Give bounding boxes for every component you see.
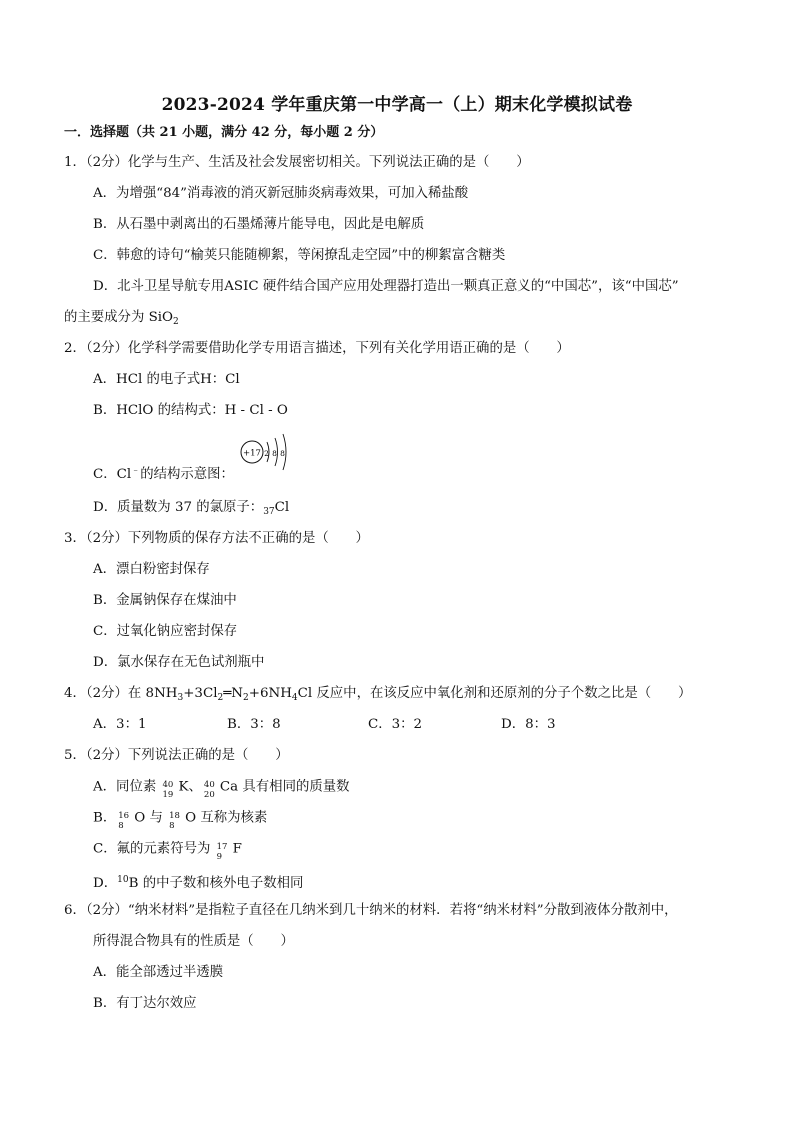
- nucleus-charge: +17: [243, 448, 261, 459]
- question-3-option-a: A．漂白粉密封保存: [93, 562, 210, 577]
- question-2-option-b: B．HClO 的结构式：H - Cl - O: [93, 403, 288, 418]
- question-4-option-d: D．8：3: [501, 717, 556, 732]
- shell-count-1: 2: [264, 449, 269, 458]
- question-6-option-b: B．有丁达尔效应: [93, 996, 197, 1011]
- question-4-option-c: C．3：2: [368, 717, 423, 732]
- question-5-option-a: A．同位素 40 19 K、 40 20 Ca 具有相同的质量数: [93, 779, 350, 800]
- question-4-option-b: B．3：8: [227, 717, 281, 732]
- question-3-stem: 3．（2分）下列物质的保存方法不正确的是（ ）: [64, 531, 369, 546]
- question-6-stem-continued: 所得混合物具有的性质是（ ）: [93, 934, 294, 949]
- shell-count-3: 8: [280, 449, 285, 458]
- nuclide-f: 17 9: [216, 842, 228, 862]
- question-3-option-b: B．金属钠保存在煤油中: [93, 593, 237, 608]
- question-2-stem: 2．（2分）化学科学需要借助化学专用语言描述，下列有关化学用语正确的是（ ）: [64, 341, 570, 356]
- section-heading: 一．选择题（共 21 小题，满分 42 分，每小题 2 分）: [64, 125, 384, 140]
- question-6-stem: 6．（2分）“纳米材料”是指粒子直径在几纳米到几十纳米的材料．若将“纳米材料”分散到液体分散剂中，: [64, 903, 678, 918]
- question-3-option-c: C．过氧化钠应密封保存: [93, 624, 238, 639]
- shell-count-2: 8: [272, 449, 277, 458]
- question-5-option-b: B． 16 8 O 与 18 8 O 互称为核素: [93, 810, 268, 831]
- nuclide-o16: 16 8: [118, 811, 130, 831]
- question-2-option-d: D．质量数为 37 的氯原子：$_{37}$Cl: [93, 500, 290, 517]
- question-5-option-c: C．氟的元素符号为 17 9 F: [93, 841, 242, 862]
- question-3-option-d: D．氯水保存在无色试剂瓶中: [93, 655, 265, 670]
- question-1-option-b: B．从石墨中剥离出的石墨烯薄片能导电，因此是电解质: [93, 217, 425, 232]
- question-2-option-c: C．Cl﹣的结构示意图：: [93, 466, 234, 482]
- chloride-ion-structure-diagram: [238, 432, 298, 472]
- nuclide-k: 40 19: [162, 780, 174, 800]
- question-6-option-a: A．能全部透过半透膜: [93, 965, 224, 980]
- exam-title: 2023-2024 学年重庆第一中学高一（上）期末化学模拟试卷: [161, 95, 633, 115]
- question-5-stem: 5．（2分）下列说法正确的是（ ）: [64, 748, 289, 763]
- nuclide-o18: 18 8: [169, 811, 180, 831]
- question-2-option-a: A．HCl 的电子式H：Cl: [93, 372, 240, 387]
- question-4-option-a: A．3：1: [93, 717, 147, 732]
- question-1-option-a: A．为增强“84”消毒液的消灭新冠肺炎病毒效果，可加入稀盐酸: [93, 186, 469, 201]
- nuclide-ca: 40 20: [203, 780, 215, 800]
- question-1-option-d-continued: 的主要成分为 SiO$_2$: [64, 310, 179, 327]
- question-1-option-d: D．北斗卫星导航专用ASIC 硬件结合国产应用处理器打造出一颗真正意义的“中国芯”，该“中国芯”: [93, 279, 679, 294]
- question-5-option-d: D．$^{10}$B 的中子数和核外电子数相同: [93, 875, 304, 891]
- question-1-option-c: C．韩愈的诗句“榆荚只能随柳絮，等闲撩乱走空园”中的柳絮富含糖类: [93, 248, 506, 263]
- question-4-stem: 4．（2分）在 $8NH_3+3Cl_2═N_2+6NH_4Cl$ 反应中，在该反应中氧化剂和还原剂的分子个数之比是（ ）: [64, 686, 692, 703]
- question-1-stem: 1．（2分）化学与生产、生活及社会发展密切相关。下列说法正确的是（ ）: [64, 155, 530, 170]
